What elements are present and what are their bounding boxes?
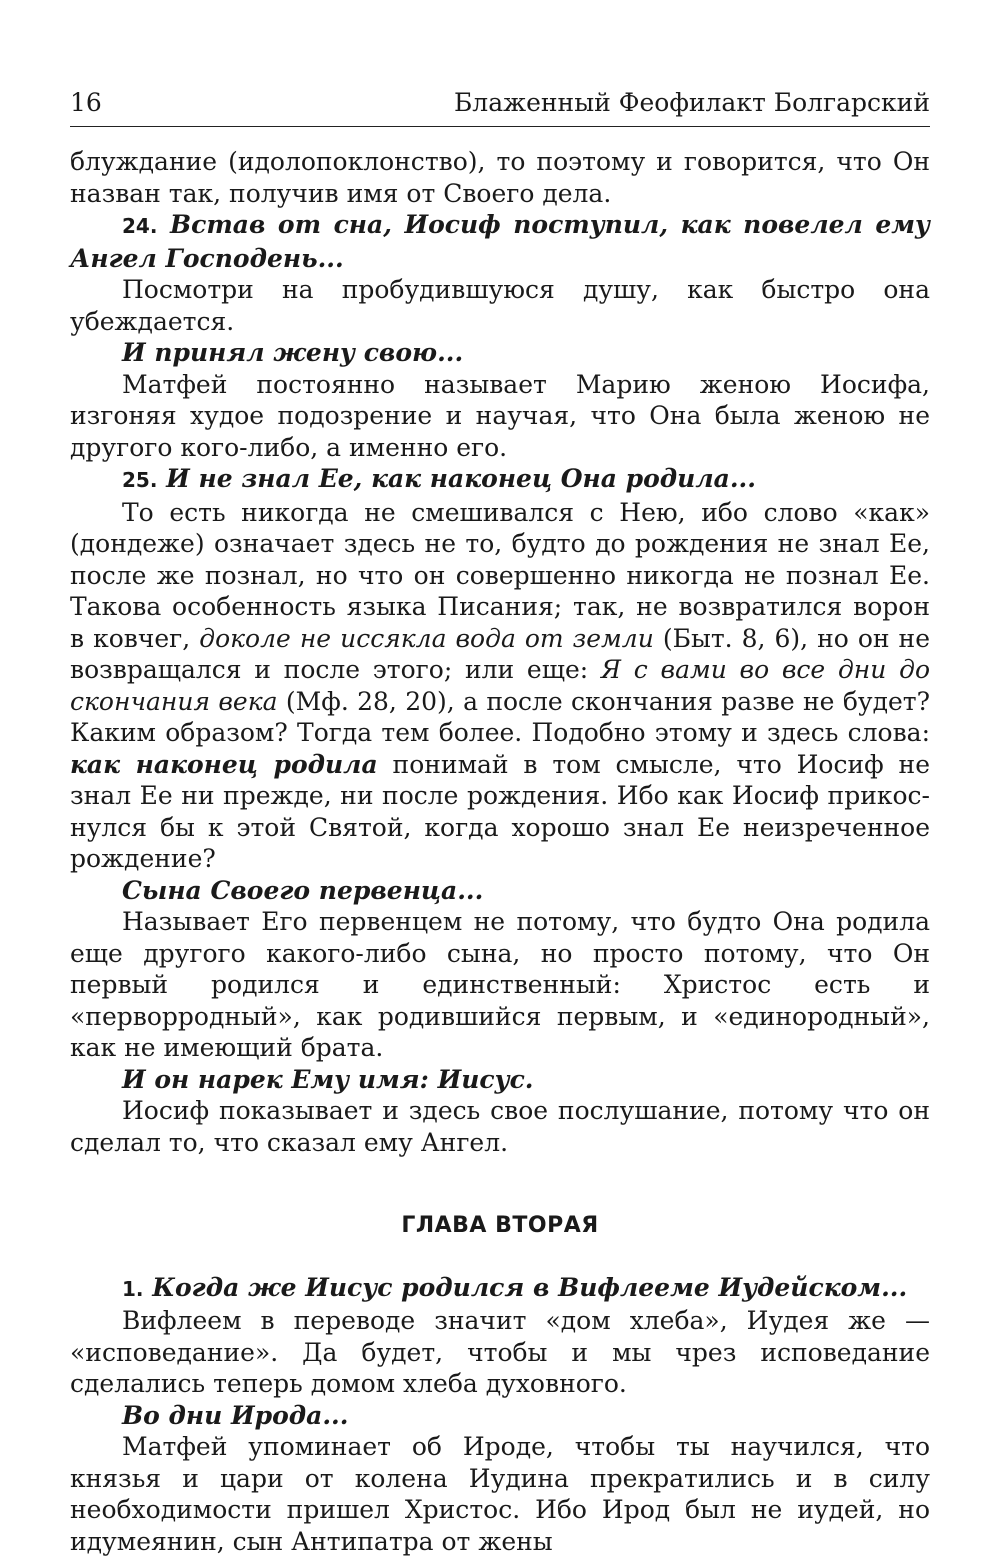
verse-number: 25. bbox=[122, 468, 158, 492]
page-number: 16 bbox=[70, 88, 102, 117]
verse-number: 24. bbox=[122, 214, 158, 238]
chapter-title: ГЛАВА ВТОРАЯ bbox=[401, 1213, 599, 1238]
quote-heading: И он нарек Ему имя: Иисус. bbox=[122, 1064, 534, 1094]
quote-heading: Во дни Ирода... bbox=[122, 1400, 349, 1430]
text-run: понимай в том смысле, что Иосиф не знал Ее ни прежде, ни после рождения. Ибо как Иосиф прикоснулся бы к этой Святой, когда хорошо знал Ее неизреченное рождение? bbox=[70, 749, 930, 873]
paragraph: Матфей постоянно называет Марию женою Иосифа, изгоняя худое подозрение и научая, что Она была женою не другого кого-либо, а именно его. bbox=[70, 369, 930, 462]
verse-heading bbox=[70, 1272, 930, 1306]
paragraph: Вифлеем в переводе значит «дом хлеба», Иудея же — «исповедание». Да будет, чтобы и мы чрез исповедание сделались теперь домом хлеба духовного. bbox=[70, 1306, 930, 1398]
verse-quote: И не знал Ее, как наконец Она родила... bbox=[166, 464, 756, 493]
text-run: То есть никогда не смешивался с Нею, ибо слово «как» (дондеже) означает здесь не то, будто до рождения не знал Ее, после же познал, но что он совершенно никогда не познал Ее. Такова особенность языка Писания; так, не возвратился ворон в ковчег, bbox=[70, 497, 930, 653]
verse-number: 1. bbox=[122, 1276, 144, 1301]
verse-heading bbox=[70, 463, 930, 497]
scripture-citation: Я с вами во все дни до скончания века bbox=[70, 655, 930, 716]
page-body bbox=[70, 146, 930, 1557]
text-run: (Мф. 28, 20), а после скончания разве не будет? Каким образом? Тогда тем более. Подобно этому и здесь слова: bbox=[70, 686, 930, 747]
verse-quote: Когда же Иисус родился в Вифлееме Иудейском... bbox=[152, 1272, 908, 1302]
verse-heading bbox=[70, 209, 930, 274]
paragraph: Иосиф показывает и здесь свое послушание, потому что он сделал то, что сказал ему Ангел. bbox=[70, 1096, 930, 1157]
paragraph: блуждание (идолопоклонство), то поэтому и говорится, что Он назван так, получив имя от Своего дела. bbox=[70, 147, 930, 208]
paragraph: Посмотри на пробудившуюся душу, как быстро она убеждается. bbox=[70, 275, 930, 336]
running-header bbox=[70, 84, 930, 127]
quote-heading: И принял жену свою... bbox=[122, 338, 464, 367]
text-run: (Быт. 8, 6), но он не возвращался и после этого; или еще: bbox=[70, 623, 931, 684]
paragraph: Называет Его первенцем не потому, что будто Она родила еще другого какого-либо сына, но просто потому, что Он первый родился и единственный: Христос есть и «перворродный», как родившийся первым, и «единородный», как не имеющий брата. bbox=[70, 907, 930, 1062]
scripture-citation: доколе не иссякла вода от земли bbox=[199, 623, 654, 653]
paragraph: Матфей упоминает об Ироде, чтобы ты научился, что князья и цари от колена Иудина прекратились и в силу необходимости пришел Христос. Ибо Ирод был не иудей, но идумеянин, сын Антипатра от жены bbox=[70, 1432, 930, 1556]
emphasis: как наконец родила bbox=[70, 749, 378, 779]
paragraph bbox=[70, 497, 930, 875]
verse-quote: Встав от сна, Иосиф поступил, как повелел ему Ангел Господень... bbox=[70, 210, 930, 273]
quote-heading: Сына Своего первенца... bbox=[122, 875, 484, 905]
running-title: Блаженный Феофилакт Болгарский bbox=[453, 88, 930, 117]
